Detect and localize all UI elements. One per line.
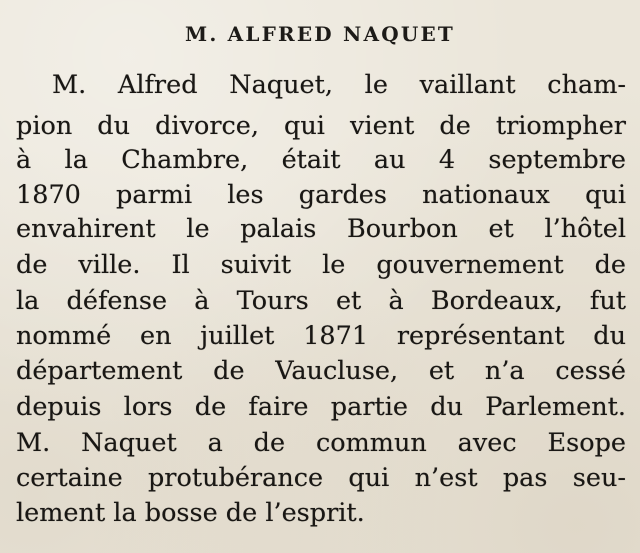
article-line-13: lement la bosse de l’esprit. [16,498,365,528]
article-line-10: depuis lors de faire partie du Parlement. [16,392,626,422]
article-line-8: nommé en juillet 1871 représentant du [16,321,626,351]
article-heading: M. ALFRED NAQUET [184,22,455,46]
article-line-11: M. Naquet a de commun avec Esope [16,428,626,458]
article-line-12: certaine protubérance qui n’est pas seu- [16,463,626,493]
article-line-3: à la Chambre, était au 4 septembre [16,145,626,175]
article-line-7: la défense à Tours et à Bordeaux, fut [16,286,626,316]
article-line-2: pion du divorce, qui vient de triompher [16,111,626,141]
article-line-4: 1870 parmi les gardes nationaux qui [16,180,626,210]
article-line-1: M. Alfred Naquet, le vaillant cham- [52,70,626,100]
article-line-9: département de Vaucluse, et n’a cessé [16,356,626,386]
article-line-5: envahirent le palais Bourbon et l’hôtel [16,214,626,244]
article-line-6: de ville. Il suivit le gouvernement de [16,250,626,280]
